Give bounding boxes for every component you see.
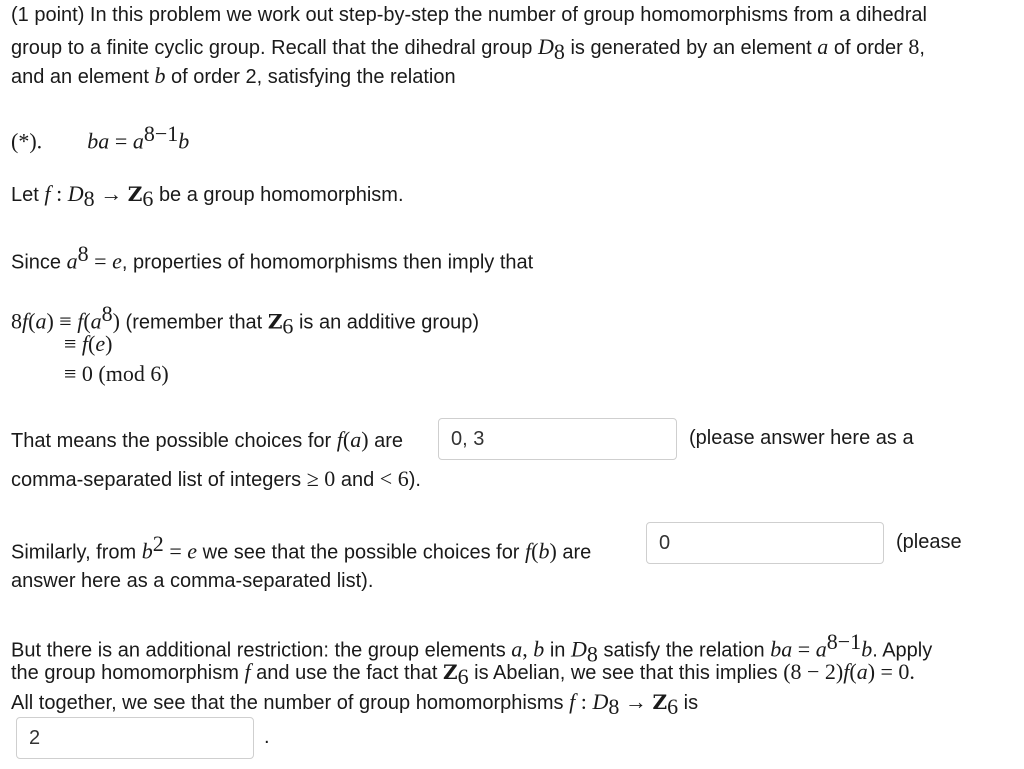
intro-line-2: group to a finite cyclic group. Recall that the dihedral group $D_8$ is generated by an element a of order 8, [11,34,925,64]
derivation-row-2: ≡ f(e) [64,331,113,356]
q3-line-2: the group homomorphism f and use the fact that $Z_6$ is Abelian, we see that this implies (8 − 2)f(a) = 0. [11,659,915,689]
q3-line-3: All together, we see that the number of group homomorphisms f : $D_8 \to Z_6$ is [11,689,699,719]
let-line: Let f : $D_8 \to Z_6$ be a group homomorphism. [11,181,404,211]
derivation-row-3: ≡ 0 (mod 6) [64,361,169,386]
relation-star: (*). ba = $a^{8-1}b$ [11,121,190,154]
q1-line-2: comma-separated list of integers ≥ 0 and < 6). [11,466,421,491]
since-line: Since $a^8 = e$, properties of homomorphisms then imply that [11,241,534,274]
q1-line-1: That means the possible choices for f(a) are [11,427,403,452]
f-of-b-answer-field[interactable]: 0 [646,522,884,564]
intro-line-1: (1 point) In this problem we work out step-by-step the number of group homomorphisms from a dihedral [11,4,927,26]
intro-line-3: and an element b of order 2, satisfying the relation [11,63,456,88]
q2-line-2: answer here as a comma-separated list). [11,570,374,592]
q3-line-1: But there is an additional restriction: the group elements a, b in $D_8$ satisfy the relation ba = $a^{8-1}b$. Apply [11,629,933,667]
f-of-a-answer-field[interactable]: 0, 3 [438,418,677,460]
derivation-row-1: $8f(a) \equiv f(a^8)$ (remember that $Z_6$ is an additive group) [11,301,480,339]
q3-period: . [264,726,270,748]
q2-hint: (please [896,531,962,553]
homomorphism-count-answer-field[interactable]: 2 [16,717,254,759]
q1-hint: (please answer here as a [689,427,914,449]
q2-line-1: Similarly, from $b^2 = e$ we see that the possible choices for f(b) are [11,531,592,564]
